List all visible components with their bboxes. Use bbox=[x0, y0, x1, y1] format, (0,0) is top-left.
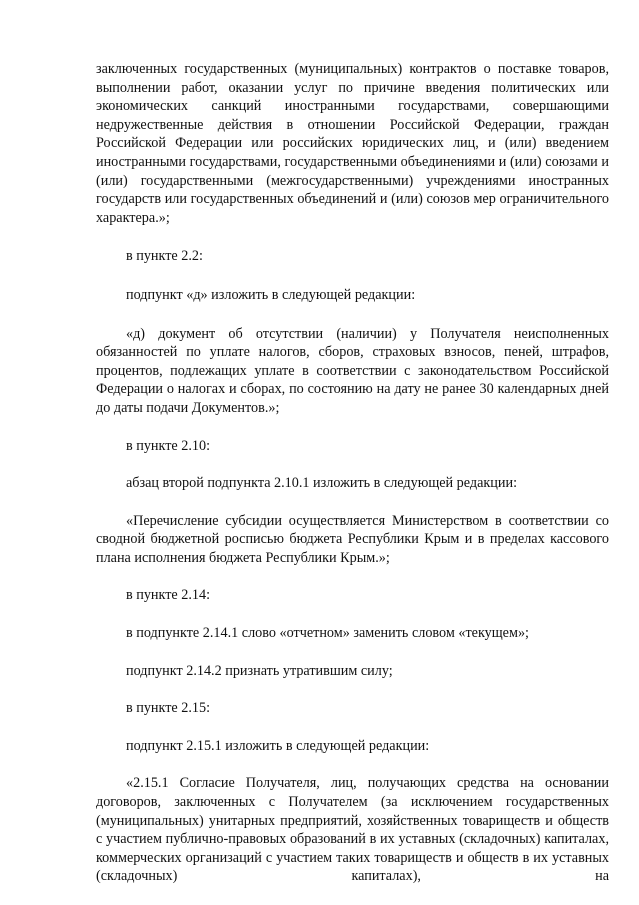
paragraph-2-14-2: подпункт 2.14.2 признать утратившим силу; bbox=[126, 662, 393, 679]
paragraph-2-10-1-text: «Перечисление субсидии осуществляется Министерством в соответствии со сводной бюджетной росписью бюджета Республики Крым и в пределах кассового плана исполнения бюджета Республики Крым.»; bbox=[96, 512, 609, 566]
paragraph-2-15-1-intro: подпункт 2.15.1 изложить в следующей редакции: bbox=[126, 737, 430, 754]
paragraph-item-2-15: в пункте 2.15: bbox=[126, 700, 211, 717]
paragraph-item-2-10: в пункте 2.10: bbox=[126, 437, 211, 454]
paragraph-2-14-1: в подпункте 2.14.1 слово «отчетном» заменить словом «текущем»; bbox=[126, 625, 529, 642]
paragraph-subitem-d-intro: подпункт «д» изложить в следующей редакции: bbox=[126, 286, 416, 303]
paragraph-continuation: заключенных государственных (муниципальных) контрактов о поставке товаров, выполнении работ, оказании услуг по причине введения политических или экономических санкций иностранными государствами, совершающими недружественные действия в отношении Российской Федерации, граждан Российской Федерации или российских юридических лиц, и (или) введением иностранными государствами, государственными объединениями и (или) союзами и (или) государственными (межгосударственными) учреждениями иностранных государств или государственных объединений и (или) союзов мер ограничительного характера.»; bbox=[96, 61, 609, 226]
paragraph-2-10-1-intro: абзац второй подпункта 2.10.1 изложить в следующей редакции: bbox=[126, 475, 518, 492]
paragraph-subitem-d-text: «д) документ об отсутствии (наличии) у Получателя неисполненных обязанностей по уплате налогов, сборов, страховых взносов, пеней, штрафов, процентов, подлежащих уплате в соответствии с законодательством Российской Федерации о налогах и сборах, по состоянию на дату не ранее 30 календарных дней до даты подачи Документов.»; bbox=[96, 325, 609, 416]
paragraph-2-15-1-text: «2.15.1 Согласие Получателя, лиц, получающих средства на основании договоров, заключенных с Получателем (за исключением государственных (муниципальных) унитарных предприятий, хозяйственных товариществ и обществ с участием публично-правовых образований в их уставных (складочных) капиталах, коммерческих организаций с участием таких товариществ и обществ в их уставных (складочных) капиталах), на bbox=[96, 775, 609, 885]
paragraph-item-2-2: в пункте 2.2: bbox=[126, 248, 203, 265]
paragraph-item-2-14: в пункте 2.14: bbox=[126, 587, 211, 604]
